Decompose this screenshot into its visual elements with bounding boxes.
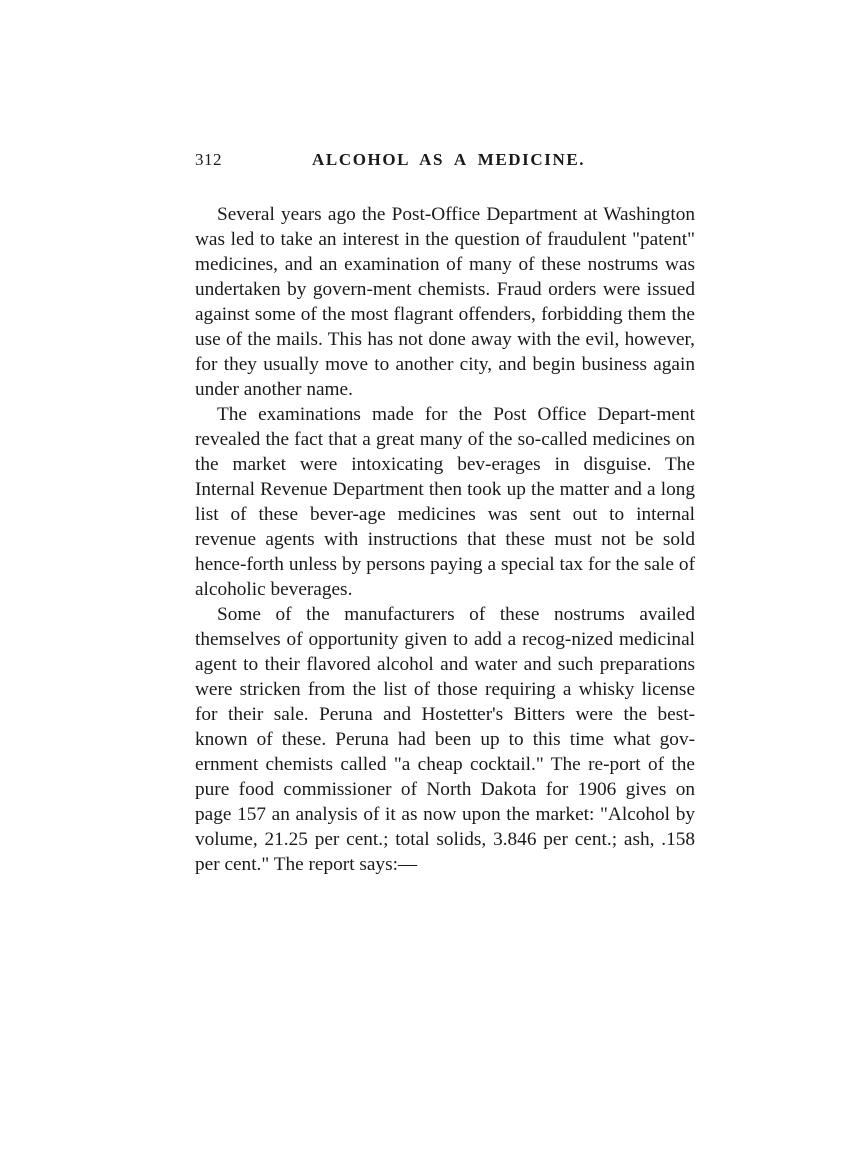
page-number: 312: [195, 150, 222, 169]
book-page: [195, 150, 695, 877]
body-text: [195, 202, 695, 877]
paragraph-peruna: Some of the manufacturers of these nostrums availed themselves of opportunity given to add a recog-nized medicinal agent to their flavored alcohol and water and such preparations were stricken from the list of those requiring a whisky license for their sale. Peruna and Hostetter's Bitters were the best-known of these. Peruna had been up to this time what gov-ernment chemists called "a cheap cocktail." The re-port of the pure food commissioner of North Dakota for 1906 gives on page 157 an analysis of it as now upon the market: "Alcohol by volume, 21.25 per cent.; total solids, 3.846 per cent.; ash, .158 per cent." The report says:—: [195, 604, 695, 875]
running-title: ALCOHOL AS A MEDICINE.: [312, 150, 586, 169]
running-head: [195, 150, 695, 178]
paragraph-post-office: Several years ago the Post-Office Department at Washington was led to take an interest in the question of fraudulent "patent" medicines, and an examination of many of these nostrums was undertaken by govern-ment chemists. Fraud orders were issued against some of the most flagrant offenders, forbidding them the use of the mails. This has not done away with the evil, however, for they usually move to another city, and begin business again under another name.: [195, 204, 695, 400]
paragraph-internal-revenue: The examinations made for the Post Office Depart-ment revealed the fact that a great many of the so-called medicines on the market were intoxicating bev-erages in disguise. The Internal Revenue Department then took up the matter and a long list of these bever-age medicines was sent out to internal revenue agents with instructions that these must not be sold hence-forth unless by persons paying a special tax for the sale of alcoholic beverages.: [195, 404, 695, 600]
